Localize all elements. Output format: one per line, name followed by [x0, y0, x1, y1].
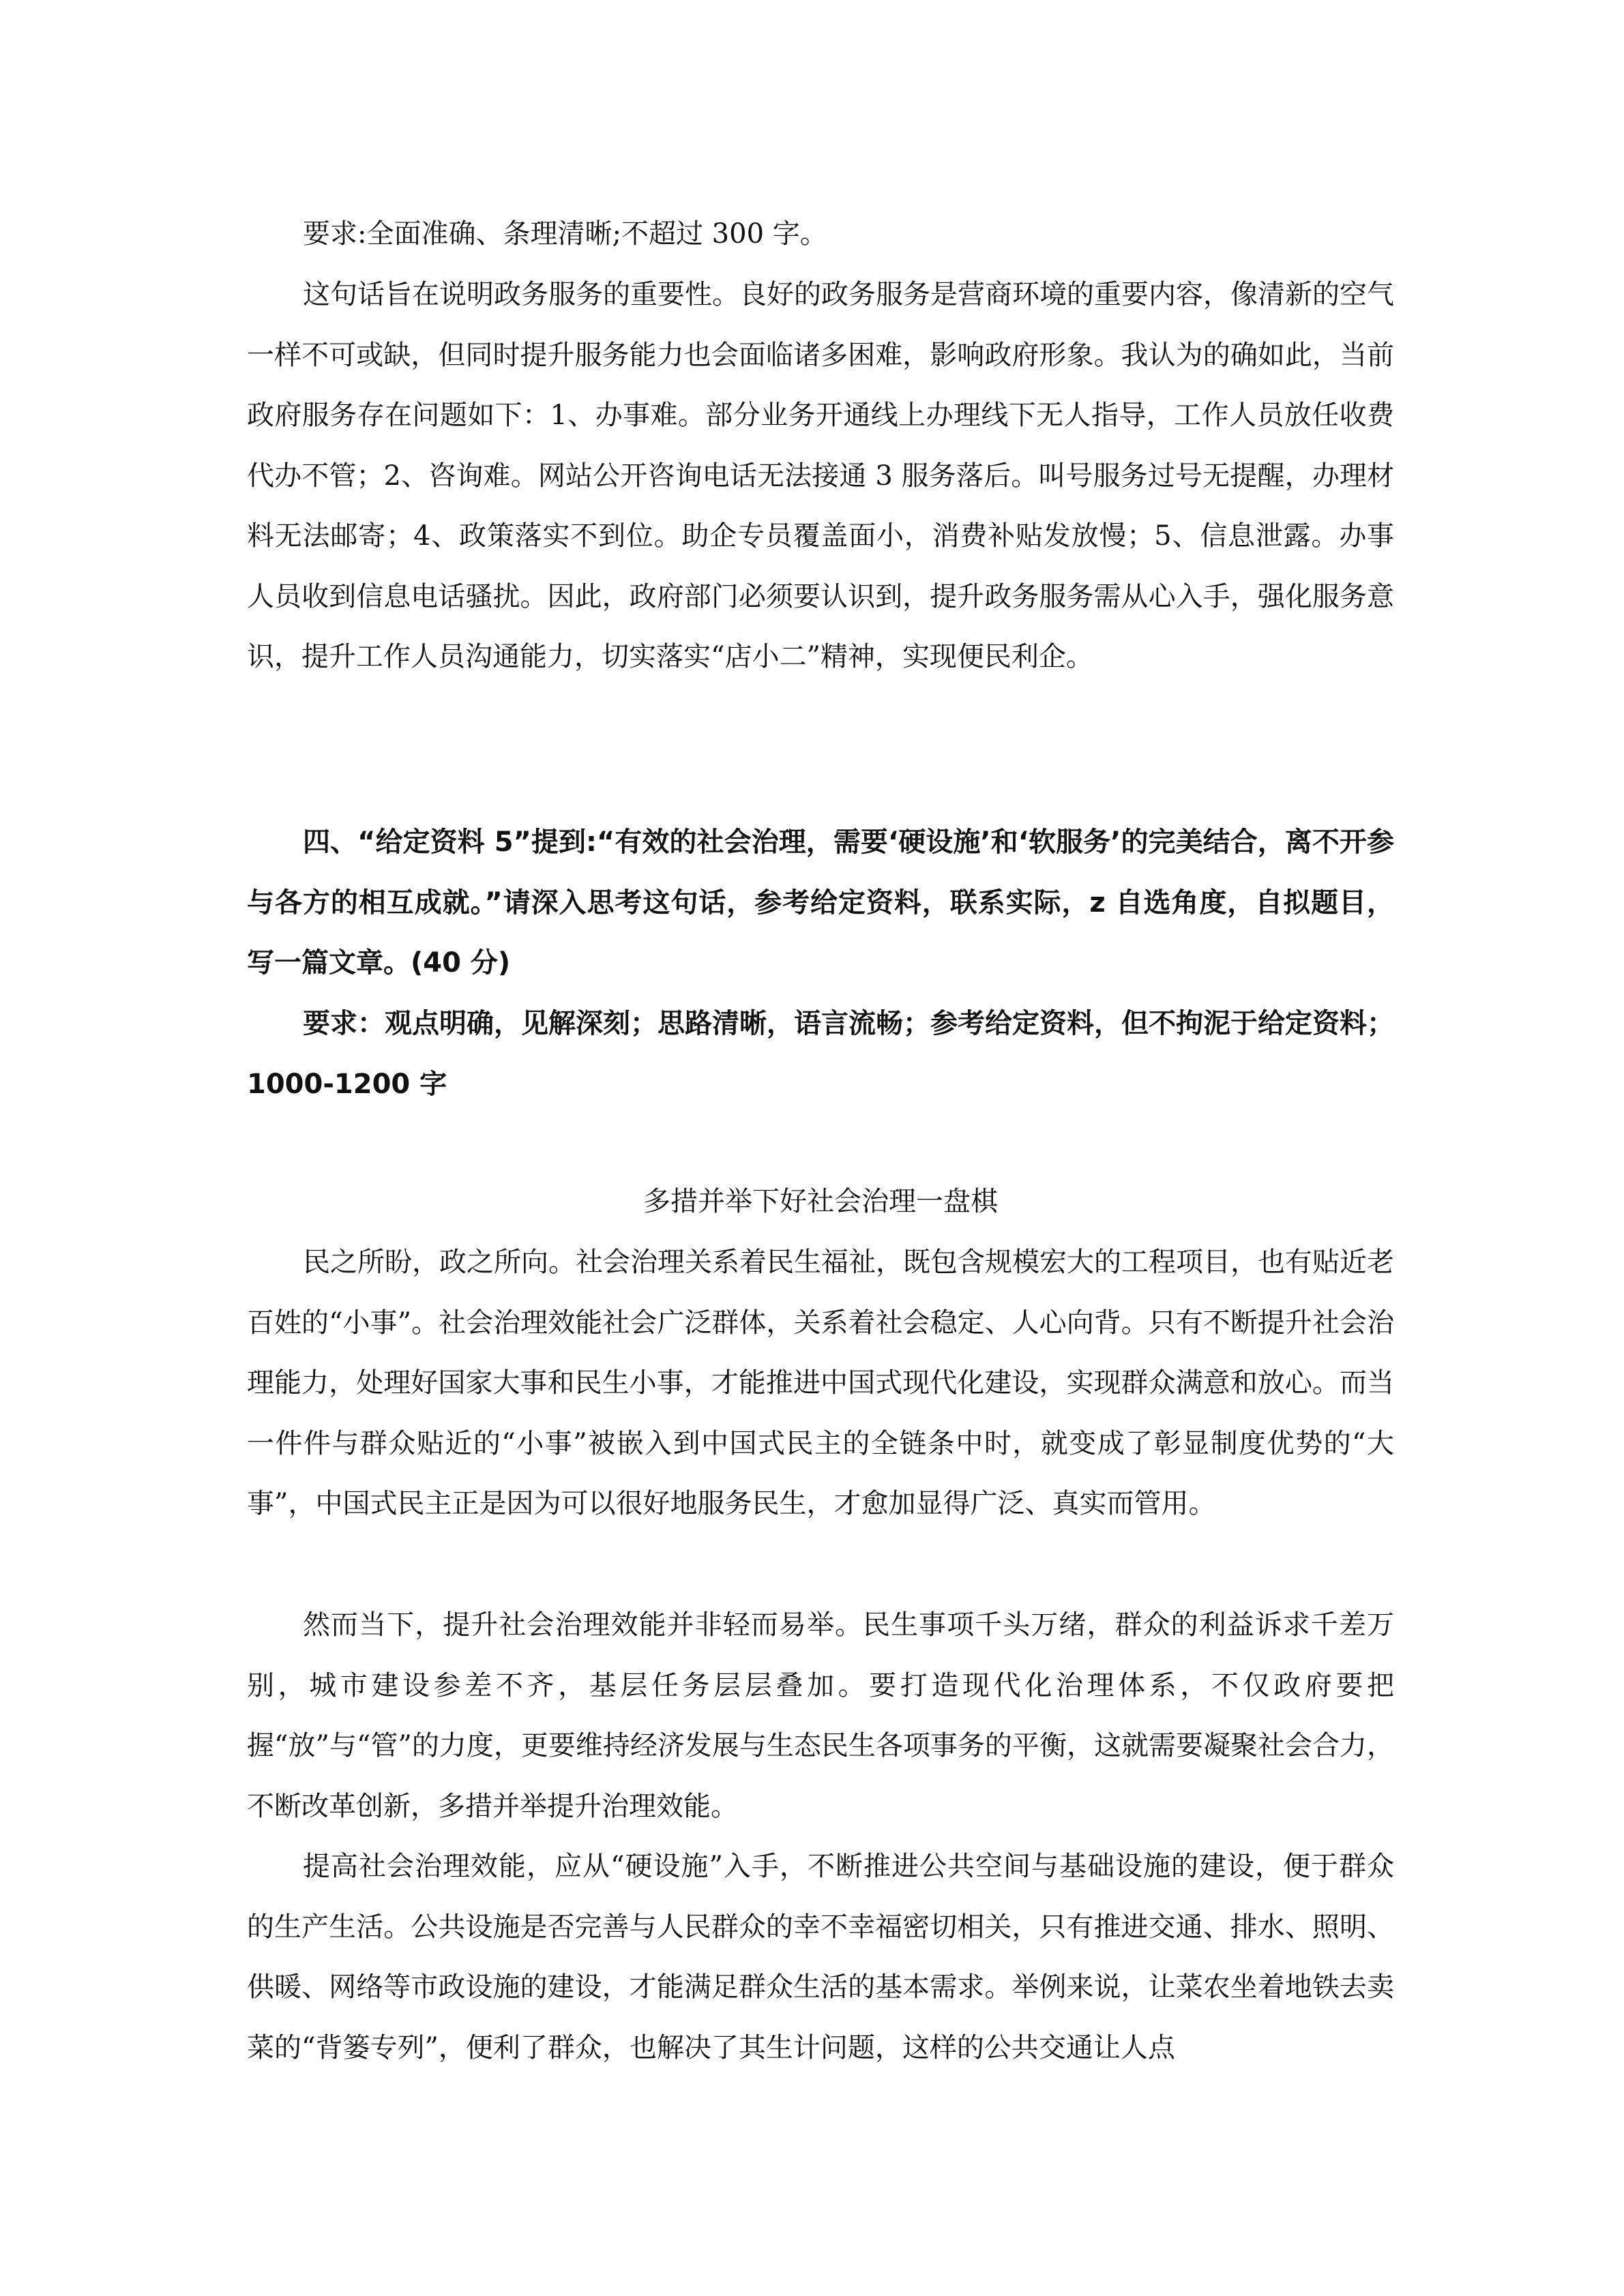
question-four: 四、“给定资料 5”提到:“有效的社会治理，需要‘硬设施’和‘软服务’的完美结合，离不开参与各方的相互成就。”请深入思考这句话，参考给定资料，联系实际，z 自选角度，自拟题目，写一篇文章。(40 分)	[247, 826, 1394, 979]
previous-answer-paragraph: 这句话旨在说明政务服务的重要性。良好的政务服务是营商环境的重要内容，像清新的空气一样不可或缺，但同时提升服务能力也会面临诸多困难，影响政府形象。我认为的确如此，当前政府服务存在问题如下：1、办事难。部分业务开通线上办理线下无人指导，工作人员放任收费代办不管；2、咨询难。网站公开咨询电话无法接通 3 服务落后。叫号服务过号无提醒，办理材料无法邮寄；4、政策落实不到位。助企专员覆盖面小，消费补贴发放慢；5、信息泄露。办事人员收到信息电话骚扰。因此，政府部门必须要认识到，提升政务服务需从心入手，强化服务意识，提升工作人员沟通能力，切实落实“店小二”精神，实现便民利企。	[247, 279, 1394, 672]
question-four-requirement: 要求：观点明确，见解深刻；思路清晰，语言流畅；参考给定资料，但不拘泥于给定资料；1000-1200 字	[247, 1008, 1394, 1100]
essay-paragraph-3: 提高社会治理效能，应从“硬设施”入手，不断推进公共空间与基础设施的建设，便于群众的生产生活。公共设施是否完善与人民群众的幸不幸福密切相关，只有推进交通、排水、照明、供暖、网络等市政设施的建设，才能满足群众生活的基本需求。举例来说，让菜农坐着地铁去卖菜的“背篓专列”，便利了群众，也解决了其生计问题，这样的公共交通让人点	[247, 1851, 1394, 2063]
essay-title: 多措并举下好社会治理一盘棋	[643, 1186, 998, 1217]
essay-paragraph-1: 民之所盼，政之所向。社会治理关系着民生福祉，既包含规模宏大的工程项目，也有贴近老百姓的“小事”。社会治理效能社会广泛群体，关系着社会稳定、人心向背。只有不断提升社会治理能力，处理好国家大事和民生小事，才能推进中国式现代化建设，实现群众满意和放心。而当一件件与群众贴近的“小事”被嵌入到中国式民主的全链条中时，就变成了彰显制度优势的“大事”，中国式民主正是因为可以很好地服务民生，才愈加显得广泛、真实而管用。	[247, 1247, 1394, 1519]
previous-requirement: 要求:全面准确、条理清晰;不超过 300 字。	[303, 218, 827, 250]
essay-paragraph-2: 然而当下，提升社会治理效能并非轻而易举。民生事项千头万绪，群众的利益诉求千差万别，城市建设参差不齐，基层任务层层叠加。要打造现代化治理体系，不仅政府要把握“放”与“管”的力度，更要维持经济发展与生态民生各项事务的平衡，这就需要凝聚社会合力，不断改革创新，多措并举提升治理效能。	[247, 1609, 1394, 1822]
